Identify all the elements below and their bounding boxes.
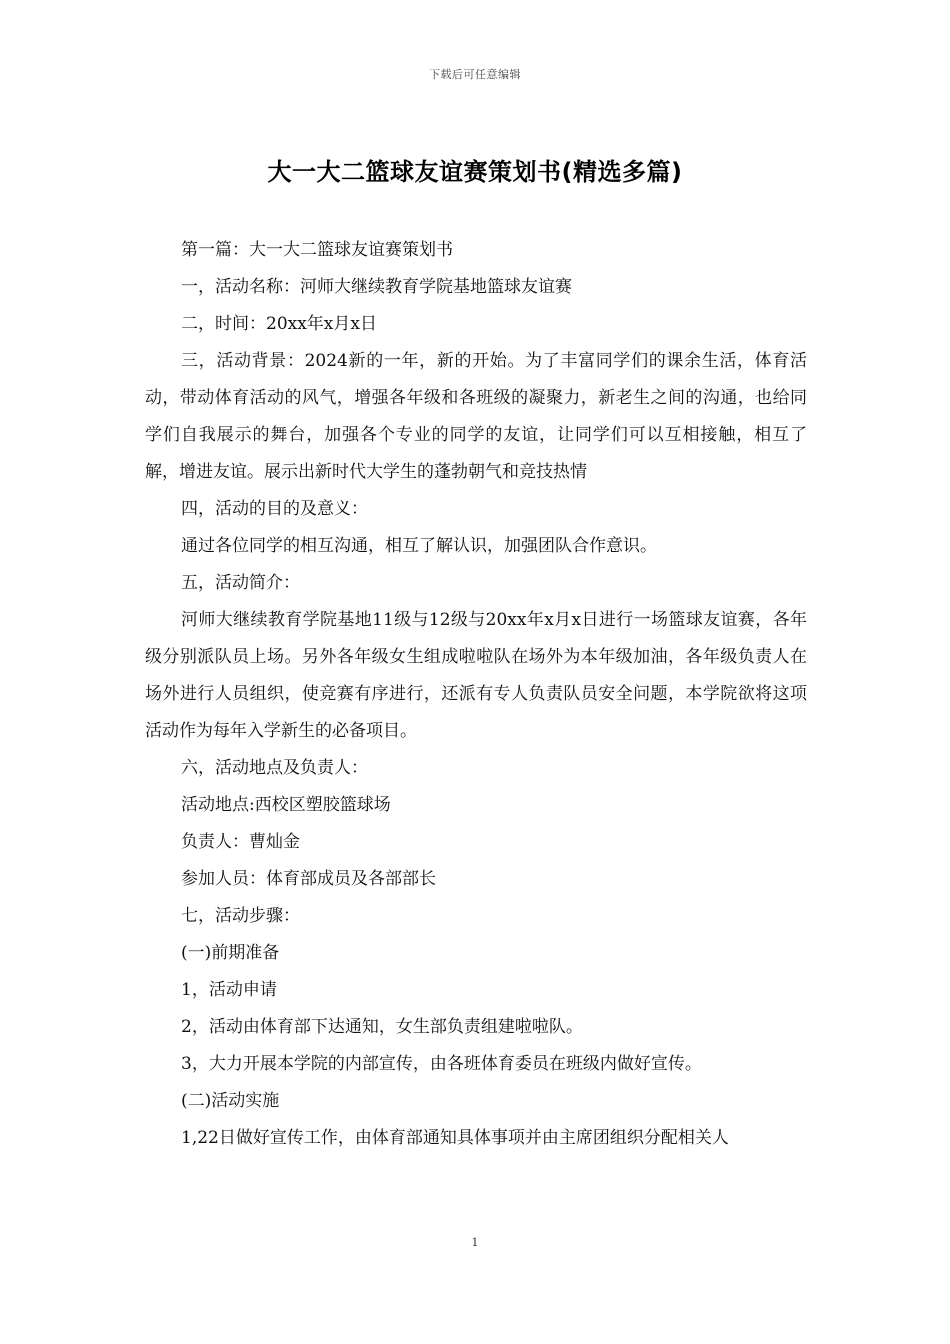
paragraph: 河师大继续教育学院基地11级与12级与20xx年x月x日进行一场篮球友谊赛，各年级分别派队员上场。另外各年级女生组成啦啦队在场外为本年级加油，各年级负责人在场外进行人员组织，使竞赛有序进行，还派有专人负责队员安全问题，本学院欲将这项活动作为每年入学新生的必备项目。 <box>145 610 807 741</box>
paragraph: 活动地点:西校区塑胶篮球场 <box>181 795 391 815</box>
paragraph: 1，活动申请 <box>181 980 277 1000</box>
paragraph: 七，活动步骤： <box>181 906 300 926</box>
paragraph: 通过各位同学的相互沟通，相互了解认识，加强团队合作意识。 <box>181 536 657 556</box>
header-note: 下载后可任意编辑 <box>429 68 521 81</box>
paragraph: 四，活动的目的及意义： <box>181 499 368 519</box>
paragraph: 三，活动背景：2024新的一年，新的开始。为了丰富同学们的课余生活，体育活动，带动体育活动的风气，增强各年级和各班级的凝聚力，新老生之间的沟通，也给同学们自我展示的舞台，加强各个专业的同学的友谊，让同学们可以互相接触，相互了解，增进友谊。展示出新时代大学生的蓬勃朝气和竞技热情 <box>145 351 807 482</box>
paragraph: 一，活动名称：河师大继续教育学院基地篮球友谊赛 <box>181 277 572 297</box>
page-number: 1 <box>471 1236 479 1249</box>
paragraph: 二，时间：20xx年x月x日 <box>181 314 377 334</box>
paragraph: (一)前期准备 <box>181 943 280 963</box>
paragraph: 五，活动简介： <box>181 573 300 593</box>
document-title: 大一大二篮球友谊赛策划书(精选多篇) <box>267 158 683 186</box>
document-body <box>145 232 807 1157</box>
paragraph: 3，大力开展本学院的内部宣传，由各班体育委员在班级内做好宣传。 <box>181 1054 702 1074</box>
paragraph: 1,22日做好宣传工作，由体育部通知具体事项并由主席团组织分配相关人 <box>181 1128 729 1148</box>
paragraph: 2，活动由体育部下达通知，女生部负责组建啦啦队。 <box>181 1017 583 1037</box>
paragraph: 参加人员：体育部成员及各部部长 <box>181 869 436 889</box>
paragraph: 第一篇：大一大二篮球友谊赛策划书 <box>181 240 453 260</box>
paragraph: 负责人：曹灿金 <box>181 832 300 852</box>
paragraph: 六，活动地点及负责人： <box>181 758 368 778</box>
paragraph: (二)活动实施 <box>181 1091 280 1111</box>
